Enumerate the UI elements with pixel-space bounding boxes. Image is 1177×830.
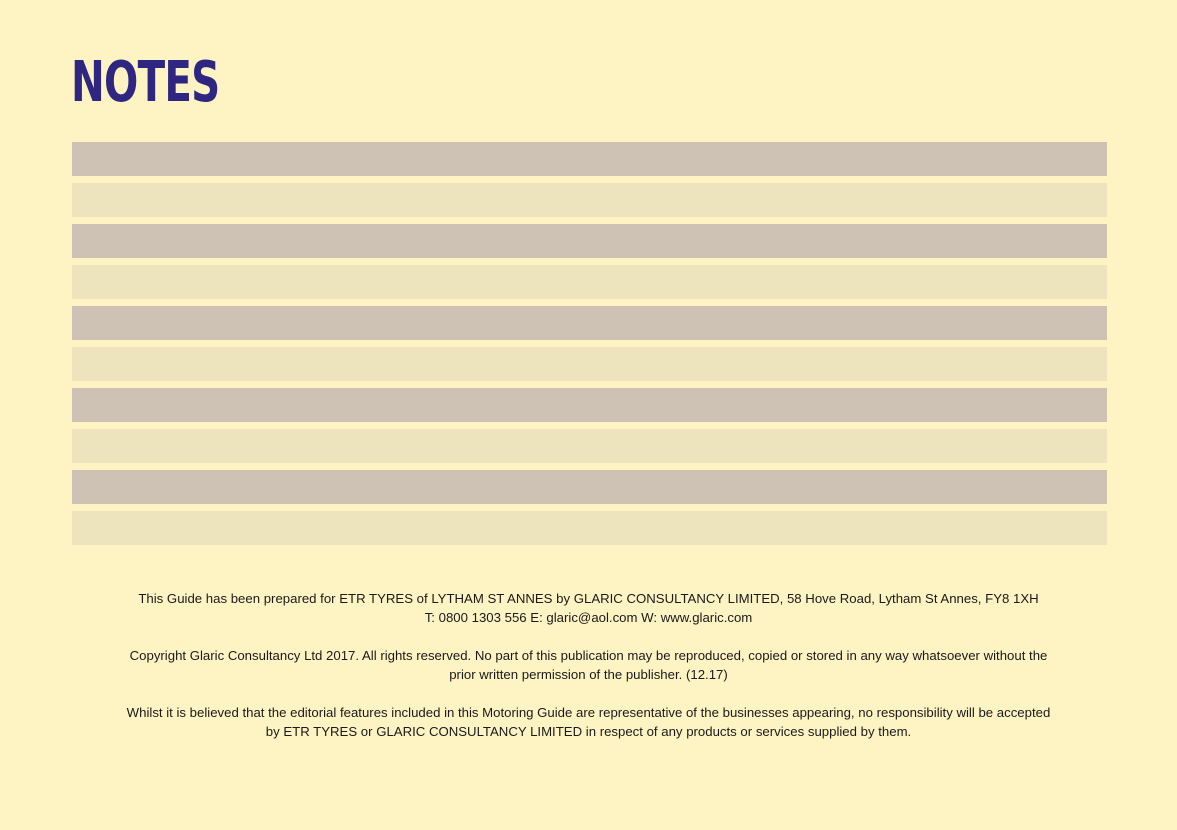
disclaimer-text: Whilst it is believed that the editorial features included in this Motoring Guide are representative of the businesses appearing, no responsibility will be accepted	[126, 705, 1051, 720]
prepared-by-block	[60, 589, 1117, 627]
notes-line[interactable]	[72, 470, 1107, 504]
notes-line[interactable]	[72, 347, 1107, 381]
copyright-block	[60, 646, 1117, 684]
footer	[60, 589, 1117, 741]
copyright-text: Copyright Glaric Consultancy Ltd 2017. All rights reserved. No part of this publication may be reproduced, copied or stored in any way whatsoever without the	[129, 648, 1048, 663]
notes-line[interactable]	[72, 183, 1107, 217]
notes-line[interactable]	[72, 142, 1107, 176]
notes-line[interactable]	[72, 306, 1107, 340]
copyright-text-continued: prior written permission of the publisher. (12.17)	[449, 667, 728, 682]
notes-line[interactable]	[72, 224, 1107, 258]
notes-line[interactable]	[72, 429, 1107, 463]
notes-line[interactable]	[72, 511, 1107, 545]
contact-details: T: 0800 1303 556 E: glaric@aol.com W: www.glaric.com	[424, 610, 753, 625]
disclaimer-block	[60, 703, 1117, 741]
page-title: NOTES	[71, 50, 220, 115]
notes-line[interactable]	[72, 388, 1107, 422]
disclaimer-text-continued: by ETR TYRES or GLARIC CONSULTANCY LIMITED in respect of any products or services supplied by them.	[265, 724, 912, 739]
notes-line[interactable]	[72, 265, 1107, 299]
prepared-by-text: This Guide has been prepared for ETR TYRES of LYTHAM ST ANNES by GLARIC CONSULTANCY LIMITED, 58 Hove Road, Lytham St Annes, FY8 1XH	[138, 591, 1039, 606]
notes-lines	[72, 142, 1107, 552]
